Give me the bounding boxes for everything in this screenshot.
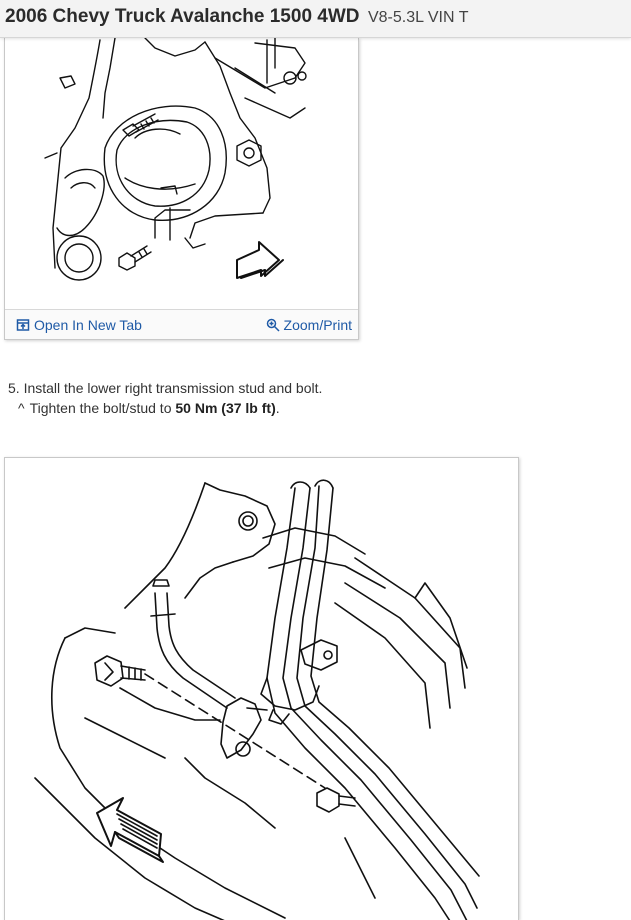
step-text: 5. Install the lower right transmission stud and bolt. [8,380,323,396]
engine-label: V8-5.3L VIN T [367,9,469,26]
magnifier-plus-icon [266,318,280,332]
transmission-stud-bolt-diagram [5,458,520,920]
torque-spec [8,398,568,418]
page-header [0,0,631,38]
open-in-new-tab-label: Open In New Tab [34,316,142,333]
vehicle-title: 2006 Chevy Truck Avalanche 1500 4WD [5,6,360,27]
transmission-bolt-diagram [5,38,360,310]
zoom-print-label: Zoom/Print [283,316,352,333]
zoom-print-link[interactable] [266,317,352,333]
caret-marker: ^ [18,400,25,416]
torque-value: 50 Nm (37 lb ft) [175,400,276,416]
open-new-tab-icon [16,318,30,332]
open-in-new-tab-link[interactable] [16,317,142,333]
instruction-step-5 [8,378,568,418]
torque-prefix: Tighten the bolt/stud to [29,400,176,416]
figure-toolbar [5,309,358,339]
diagram-figure-1 [4,38,359,340]
diagram-figure-2 [4,457,519,920]
torque-suffix: . [275,400,280,416]
